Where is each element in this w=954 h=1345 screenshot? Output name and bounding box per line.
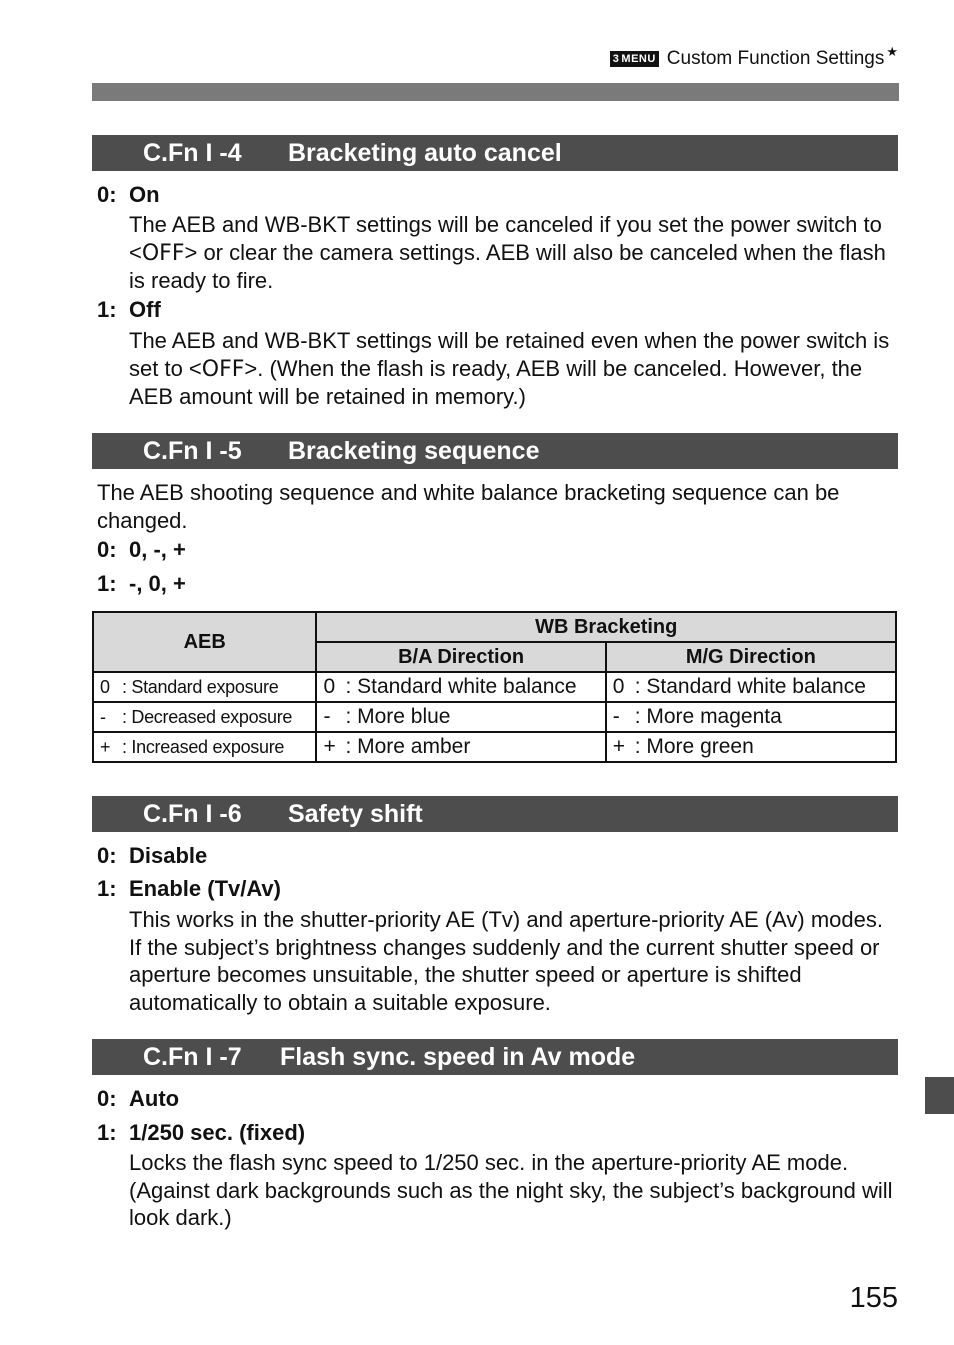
option-heading: 0: 0, -, + [97, 537, 186, 562]
section-title: Flash sync. speed in Av mode [280, 1043, 636, 1071]
option-heading: 1: Enable (Tv/Av) [97, 876, 281, 901]
option-heading: 1: 1/250 sec. (fixed) [97, 1120, 306, 1145]
table-cell: + : More green [606, 732, 896, 762]
section-bar-cfn-5 [92, 433, 898, 469]
column-header-aeb: AEB [93, 612, 316, 672]
table-row [93, 702, 896, 732]
page-number: 155 [849, 1282, 898, 1314]
table-row [93, 732, 896, 762]
section-title: Bracketing sequence [288, 437, 540, 465]
table-cell: - : Decreased exposure [93, 702, 316, 732]
page-header [610, 44, 898, 70]
menu-icon: 3 MENU [610, 51, 659, 67]
option-description: Locks the flash sync speed to 1/250 sec. in the aperture-priority AE mode. (Against dark backgrounds such as the night sky, the subject’s background will look dark.) [129, 1150, 893, 1230]
table-row [93, 672, 896, 702]
header-rule [92, 83, 899, 101]
table-cell: + : More amber [316, 732, 605, 762]
option-heading: 0: On [97, 182, 160, 207]
table-cell: - : More magenta [606, 702, 896, 732]
star-icon: ★ [886, 44, 898, 59]
section-code: C.Fn I -6 [143, 800, 242, 828]
section-code: C.Fn I -5 [143, 437, 242, 465]
column-header-ba: B/A Direction [316, 642, 605, 672]
off-symbol: OFF [201, 356, 245, 382]
option-description: This works in the shutter-priority AE (Tv) and aperture-priority AE (Av) modes. If the subject’s brightness changes suddenly and the current shutter speed or aperture becomes unsuitable, the shutter speed or aperture is shifted automatically to obtain a suitable exposure. [129, 907, 883, 1015]
section-bar-cfn-4 [92, 135, 898, 171]
option-heading: 1: -, 0, + [97, 571, 186, 596]
column-header-mg: M/G Direction [606, 642, 896, 672]
section-bar-cfn-6 [92, 796, 898, 832]
chapter-tab [925, 1077, 954, 1114]
section-code: C.Fn I -4 [143, 139, 242, 167]
table-cell: 0 : Standard exposure [93, 672, 316, 702]
off-symbol: OFF [141, 240, 185, 266]
section-title: Bracketing auto cancel [288, 139, 562, 167]
option-heading: 0: Auto [97, 1086, 180, 1111]
table-cell: + : Increased exposure [93, 732, 316, 762]
header-title: Custom Function Settings [666, 48, 885, 69]
option-heading: 1: Off [97, 297, 161, 322]
section-bar-cfn-7 [92, 1039, 898, 1075]
section-title: Safety shift [288, 800, 423, 828]
bracketing-table [92, 611, 897, 763]
option-description: The AEB and WB-BKT settings will be canceled if you set the power switch to <OFF> or clear the camera settings. AEB will also be canceled when the flash is ready to fire. [129, 212, 886, 293]
column-header-wb: WB Bracketing [316, 612, 896, 642]
option-heading: 0: Disable [97, 843, 208, 868]
option-description: The AEB and WB-BKT settings will be retained even when the power switch is set to <OFF>. (When the flash is ready, AEB will be canceled. However, the AEB amount will be retained in memory.) [129, 328, 890, 409]
table-cell: - : More blue [316, 702, 605, 732]
table-cell: 0 : Standard white balance [606, 672, 896, 702]
section-code: C.Fn I -7 [143, 1043, 242, 1071]
section-intro: The AEB shooting sequence and white balance bracketing sequence can be changed. [97, 480, 840, 533]
table-cell: 0 : Standard white balance [316, 672, 605, 702]
